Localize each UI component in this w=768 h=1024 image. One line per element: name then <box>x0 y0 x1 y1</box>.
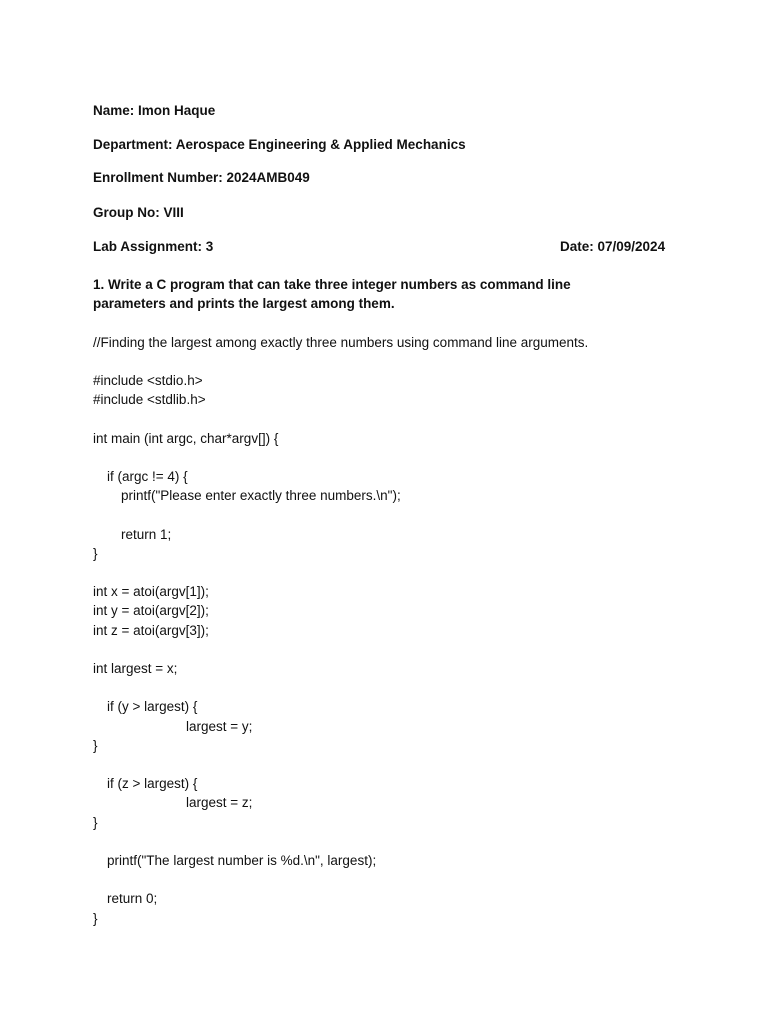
code-return-0: return 0; <box>107 891 158 906</box>
code-printf-result: printf("The largest number is %d.\n", largest); <box>107 853 377 868</box>
code-close-brace: } <box>93 815 98 830</box>
code-int-y: int y = atoi(argv[2]); <box>93 603 209 618</box>
student-name: Name: Imon Haque <box>93 103 216 118</box>
code-main-signature: int main (int argc, char*argv[]) { <box>93 431 279 446</box>
group-number: Group No: VIII <box>93 205 184 220</box>
code-if-y: if (y > largest) { <box>107 699 198 714</box>
code-printf-enter: printf("Please enter exactly three numbers.\n"); <box>121 488 401 503</box>
department: Department: Aerospace Engineering & Applied Mechanics <box>93 137 466 152</box>
code-if-z: if (z > largest) { <box>107 776 198 791</box>
code-comment: //Finding the largest among exactly three numbers using command line arguments. <box>93 335 589 350</box>
code-return-1: return 1; <box>121 527 172 542</box>
enrollment-number: Enrollment Number: 2024AMB049 <box>93 170 310 185</box>
code-largest-y: largest = y; <box>186 719 253 734</box>
code-close-main: } <box>93 911 98 926</box>
lab-assignment: Lab Assignment: 3 <box>93 239 214 254</box>
code-if-argc: if (argc != 4) { <box>107 469 188 484</box>
code-include-stdlib: #include <stdlib.h> <box>93 392 206 407</box>
question-line-2: parameters and prints the largest among them. <box>93 296 395 311</box>
code-close-brace: } <box>93 546 98 561</box>
code-largest-z: largest = z; <box>186 795 253 810</box>
question-line-1: 1. Write a C program that can take three integer numbers as command line <box>93 277 571 292</box>
code-int-z: int z = atoi(argv[3]); <box>93 623 209 638</box>
code-include-stdio: #include <stdio.h> <box>93 373 203 388</box>
code-int-x: int x = atoi(argv[1]); <box>93 584 209 599</box>
assignment-date: Date: 07/09/2024 <box>560 239 666 254</box>
code-int-largest: int largest = x; <box>93 661 178 676</box>
code-close-brace: } <box>93 738 98 753</box>
